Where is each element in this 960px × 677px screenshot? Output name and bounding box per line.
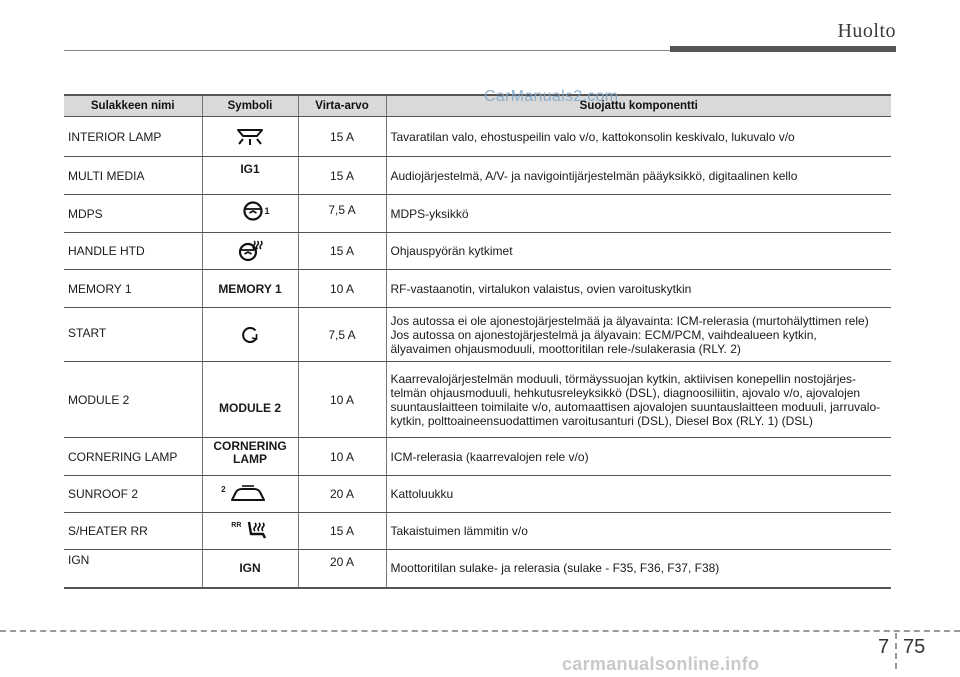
section-title: Huolto	[837, 20, 896, 42]
table-row	[64, 270, 891, 308]
steering-wheel-icon	[242, 200, 264, 222]
fuse-name: CORNERING LAMP	[64, 438, 202, 476]
watermark-bottom: carmanualsonline.info	[562, 654, 760, 674]
fuse-component: MDPS-yksikkö	[386, 195, 891, 233]
fuse-symbol: IGN	[239, 561, 261, 576]
fuse-symbol-prefix: 2	[221, 485, 226, 494]
fuse-symbol-prefix: RR	[231, 522, 242, 529]
fuse-name: S/HEATER RR	[64, 513, 202, 550]
watermark-top: CarManuals2.com	[484, 88, 619, 105]
fuse-component-line: kytkin, polttoaineensuodattimen varoitusanturi (DSL), Diesel Box (RLY. 1) (DSL)	[390, 413, 813, 428]
fuse-component-line: Kaarrevalojärjestelmän moduuli, törmäyssuojan kytkin, aktiivisen konepellin nostojärjes-	[390, 371, 857, 386]
chapter-number: 7	[878, 636, 890, 658]
fuse-amp: 7,5 A	[298, 308, 386, 362]
table-row	[64, 233, 891, 270]
fuse-name: MEMORY 1	[64, 270, 202, 308]
table-row	[64, 308, 891, 362]
fuse-table	[64, 94, 891, 589]
table-row	[64, 117, 891, 157]
fuse-component-line: suuntauslaitteen toimilaite v/o, automaattisen ajovalojen suuntauslaitteen moduuli, jarruvalo-	[390, 399, 881, 414]
start-key-icon	[239, 324, 261, 346]
fuse-amp: 7,5 A	[328, 202, 356, 217]
page-separator	[895, 633, 897, 669]
fuse-symbol: MEMORY 1	[218, 281, 282, 296]
fuse-symbol: LAMP	[233, 451, 267, 466]
fuse-amp: 10 A	[298, 438, 386, 476]
fuse-component-line: Jos autossa ei ole ajonestojärjestelmää ja älyavainta: ICM-relerasia (murtohälyttimen rele)	[390, 313, 869, 328]
seat-heater-icon	[245, 519, 269, 543]
fuse-name: MDPS	[64, 195, 202, 233]
fuse-component: Audiojärjestelmä, A/V- ja navigointijärjestelmän pääyksikkö, digitaalinen kello	[386, 157, 891, 195]
sunroof-icon	[229, 483, 267, 505]
fuse-amp: 15 A	[298, 157, 386, 195]
fuse-symbol: CORNERING	[213, 438, 287, 453]
column-header-component: Suojattu komponentti	[386, 95, 891, 117]
fuse-component-line: Jos autossa on ajonestojärjestelmä ja älyavain: ECM/PCM, vaihdealueen kytkin,	[390, 327, 817, 342]
table-row	[64, 362, 891, 438]
column-header-name: Sulakkeen nimi	[64, 95, 202, 117]
fuse-component: RF-vastaanotin, virtalukon valaistus, ovien varoituskytkin	[386, 270, 891, 308]
fuse-component: Takaistuimen lämmitin v/o	[386, 513, 891, 550]
table-row	[64, 513, 891, 550]
table-header-row	[64, 95, 891, 117]
fuse-symbol: MODULE 2	[218, 400, 281, 415]
fuse-component-line: älyavaimen ohjausmoduuli, moottoritilan rele-/sulakerasia (RLY. 2)	[390, 341, 741, 356]
fuse-amp: 20 A	[329, 555, 355, 570]
fuse-amp: 15 A	[298, 513, 386, 550]
fuse-name: SUNROOF 2	[64, 476, 202, 513]
fuse-amp: 10 A	[298, 270, 386, 308]
page-number: 75	[903, 636, 926, 658]
fuse-amp: 10 A	[298, 362, 386, 438]
column-header-symbol: Symboli	[202, 95, 298, 117]
footer-rule	[0, 630, 960, 632]
fuse-component: Moottoritilan sulake- ja relerasia (sulake - F35, F36, F37, F38)	[386, 550, 891, 588]
fuse-name: IGN	[68, 553, 90, 568]
fuse-name: HANDLE HTD	[64, 233, 202, 270]
fuse-name: MODULE 2	[64, 362, 202, 438]
table-row	[64, 157, 891, 195]
fuse-component: ICM-relerasia (kaarrevalojen rele v/o)	[386, 438, 891, 476]
fuse-amp: 15 A	[298, 117, 386, 157]
fuse-symbol-suffix: 1	[264, 205, 270, 216]
interior-lamp-icon	[233, 125, 267, 149]
header-rule	[64, 50, 670, 51]
table-row	[64, 476, 891, 513]
fuse-name: START	[68, 325, 107, 340]
fuse-amp: 15 A	[298, 233, 386, 270]
fuse-symbol: IG1	[240, 161, 260, 176]
table-row	[64, 438, 891, 476]
heated-steering-wheel-icon	[237, 239, 263, 263]
fuse-amp: 20 A	[298, 476, 386, 513]
fuse-name: INTERIOR LAMP	[64, 117, 202, 157]
table-row	[64, 195, 891, 233]
fuse-component: Kattoluukku	[386, 476, 891, 513]
header-rule-bar	[670, 46, 896, 52]
fuse-component: Ohjauspyörän kytkimet	[386, 233, 891, 270]
fuse-component: Tavaratilan valo, ehostuspeilin valo v/o, kattokonsolin keskivalo, lukuvalo v/o	[386, 117, 891, 157]
fuse-component-line: telmän ohjausmoduuli, hehkutusreleyksikkö (DSL), diagnoosiliitin, ajovalo v/o, ajovalojen	[390, 385, 861, 400]
table-row	[64, 550, 891, 588]
fuse-name: MULTI MEDIA	[64, 157, 202, 195]
column-header-amp: Virta-arvo	[298, 95, 386, 117]
